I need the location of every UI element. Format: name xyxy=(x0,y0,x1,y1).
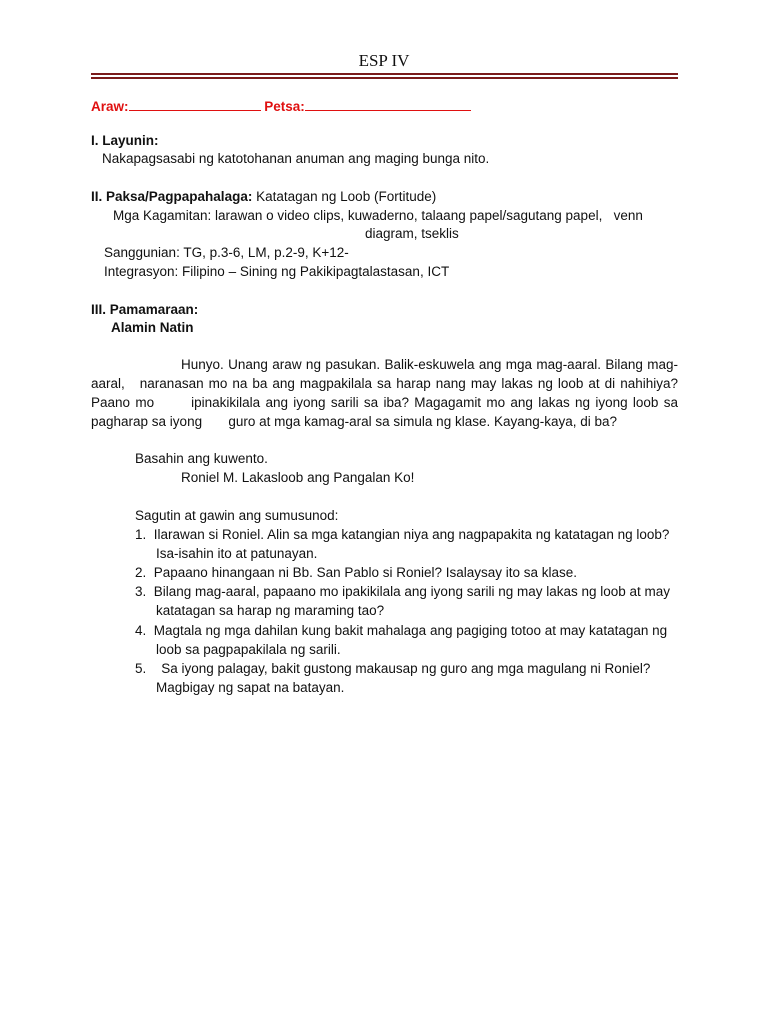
petsa-blank xyxy=(305,96,471,111)
question-4-line2: loob sa pagpapakilala ng sarili. xyxy=(156,642,341,657)
kagamitan-line2: diagram, tseklis xyxy=(365,226,459,241)
header-rule-top xyxy=(91,73,678,75)
question-5-line1: 5. Sa iyong palagay, bakit gustong makausap ng guro ang mga magulang ni Roniel? xyxy=(135,661,651,676)
question-1-line1: 1. Ilarawan si Roniel. Alin sa mga katangian niya ang nagpapakita ng katatagan ng loob? xyxy=(135,527,670,542)
layunin-text: Nakapagsasabi ng katotohanan anuman ang maging bunga nito. xyxy=(102,151,490,166)
question-3-line2: katatagan sa harap ng maraming tao? xyxy=(156,603,385,618)
question-4-line1: 4. Magtala ng mga dahilan kung bakit mahalaga ang pagiging totoo at may katatagan ng xyxy=(135,623,668,638)
paksa-value: Katatagan ng Loob (Fortitude) xyxy=(256,189,437,204)
date-fields-row xyxy=(91,96,471,116)
araw-label: Araw: xyxy=(91,99,129,114)
intro-paragraph-line3: Paano mo ipinakikilala ang iyong sarili sa iba? Magagamit mo ang lakas ng iyong loob sa xyxy=(91,395,678,410)
story-title: Roniel M. Lakasloob ang Pangalan Ko! xyxy=(181,470,415,485)
intro-paragraph-line2: aaral, naranasan mo na ba ang magpakilala sa harap nang may lakas ng loob at di nahihiya? xyxy=(91,376,678,391)
intro-paragraph-line1: Hunyo. Unang araw ng pasukan. Balik-eskuwela ang mga mag-aaral. Bilang mag- xyxy=(181,357,678,372)
kagamitan-line1: Mga Kagamitan: larawan o video clips, kuwaderno, talaang papel/sagutang papel, venn xyxy=(113,208,643,223)
header-rule-bottom xyxy=(91,77,678,79)
araw-blank xyxy=(129,96,261,111)
question-2-line1: 2. Papaano hinangaan ni Bb. San Pablo si Roniel? Isalaysay ito sa klase. xyxy=(135,565,578,580)
basahin-instruction: Basahin ang kuwento. xyxy=(135,451,268,466)
question-5-line2: Magbigay ng sapat na batayan. xyxy=(156,680,345,695)
alamin-natin-heading: Alamin Natin xyxy=(111,320,194,335)
integrasyon: Integrasyon: Filipino – Sining ng Pakikipagtalastasan, ICT xyxy=(104,264,450,279)
paksa-heading: II. Paksa/Pagpapahalaga: xyxy=(91,189,253,204)
petsa-label: Petsa: xyxy=(264,99,305,114)
paksa-row xyxy=(91,188,436,206)
question-1-line2: Isa-isahin ito at patunayan. xyxy=(156,546,318,561)
pamamaraan-heading: III. Pamamaraan: xyxy=(91,302,199,317)
layunin-heading: I. Layunin: xyxy=(91,133,159,148)
sanggunian: Sanggunian: TG, p.3-6, LM, p.2-9, K+12- xyxy=(104,245,349,260)
sagutin-instruction: Sagutin at gawin ang sumusunod: xyxy=(135,508,339,523)
document-title: ESP IV xyxy=(358,51,410,70)
intro-paragraph-line4: pagharap sa iyong guro at mga kamag-aral sa simula ng klase. Kayang-kaya, di ba? xyxy=(91,414,618,429)
question-3-line1: 3. Bilang mag-aaral, papaano mo ipakikilala ang iyong sarili ng may lakas ng loob at may xyxy=(135,584,671,599)
